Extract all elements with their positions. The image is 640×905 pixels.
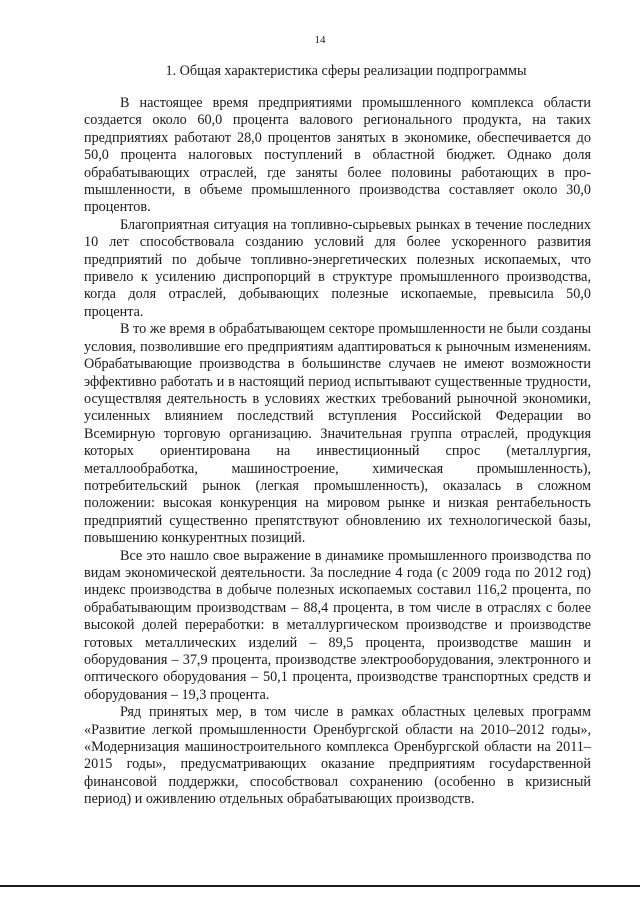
paragraph-2: Благоприятная ситуация на топливно-сырьевых рынках в течение последних 10 лет способствовала созданию условий для более ускоренного развития предприятий по добыче топливно-энергетических полезных ископаемых, что привело к усилению диспропорций в структуре промышленного производства, когда доля отраслей, добывающих полезные ископаемые, превысила 50,0 процента. — [84, 216, 591, 320]
paragraph-5: Ряд принятых мер, в том числе в рамках областных целевых программ «Развитие легкой промышленности Оренбургской области на 2010–2012 годы», «Модернизация машиностроительного комплекса Оренбургской области на 2011–2015 годы», предусматривающих оказание предприятиям госуdарственной финансовой поддержки, способствовал сохранению (особенно в кризисный период) и оживлению отдельных обрабатывающих производств. — [84, 704, 591, 808]
paragraph-4: Все это нашло свое выражение в динамике промышленного производства по видам экономической деятельности. За последние 4 года (с 2009 года по 2012 год) индекс производства в добыче полезных ископаемых составил 116,2 процента, по обрабатывающим производствам – 88,4 процента, в том числе в отраслях с более высокой долей переработки: в металлургическом производстве и производстве готовых металлических изделий – 89,5 процента, производстве машин и оборудования – 37,9 процента, производстве электрооборудования, электронного и оптического оборудования – 50,1 процента, производстве транспортных средств и оборудования – 19,3 процента. — [84, 547, 591, 703]
bottom-rule — [0, 885, 640, 887]
section-heading: 1. Общая характеристика сферы реализации подпрограммы — [165, 63, 527, 79]
paragraph-1: В настоящее время предприятиями промышленного комплекса области создается около 60,0 процента валового регионального продукта, на таких предприятиях работают 28,0 процентов занятых в экономике, обеспечивается до 50,0 процента налоговых поступлений в областной бюджет. Однако доля обрабатывающих отраслей, где заняты более половины работающих в проmышленности, в объеме промышленного производства составляет около 30,0 процентов. — [84, 95, 591, 216]
body-text — [84, 95, 591, 809]
paragraph-3: В то же время в обрабатывающем секторе промышленности не были созданы условия, позволившие его предприятиям адаптироваться к рыночным изменениям. Обрабатывающие производства в большинстве случаев не имеют возможности эффективно работать и в настоящий период испытывают существенные трудности, осуществляя деятельность в условиях жестких требований рыночной экономики, усиленных влиянием последствий вступления Российской Федерации во Всемирную торговую организацию. Значительная группа отраслей, продукция которых ориентирована на инвестиционный спрос (металлургия, металлообработка, машиностроение, химическая промышленность), потребительский рынок (легкая промышленность), оказалась в сложном положении: высокая конкуренция на мировом рынке и низкая рентабельность предприятий существенно препятствуют обновлению их технологической базы, повышению конкурентных позиций. — [84, 321, 591, 547]
page-number: 14 — [314, 34, 326, 46]
